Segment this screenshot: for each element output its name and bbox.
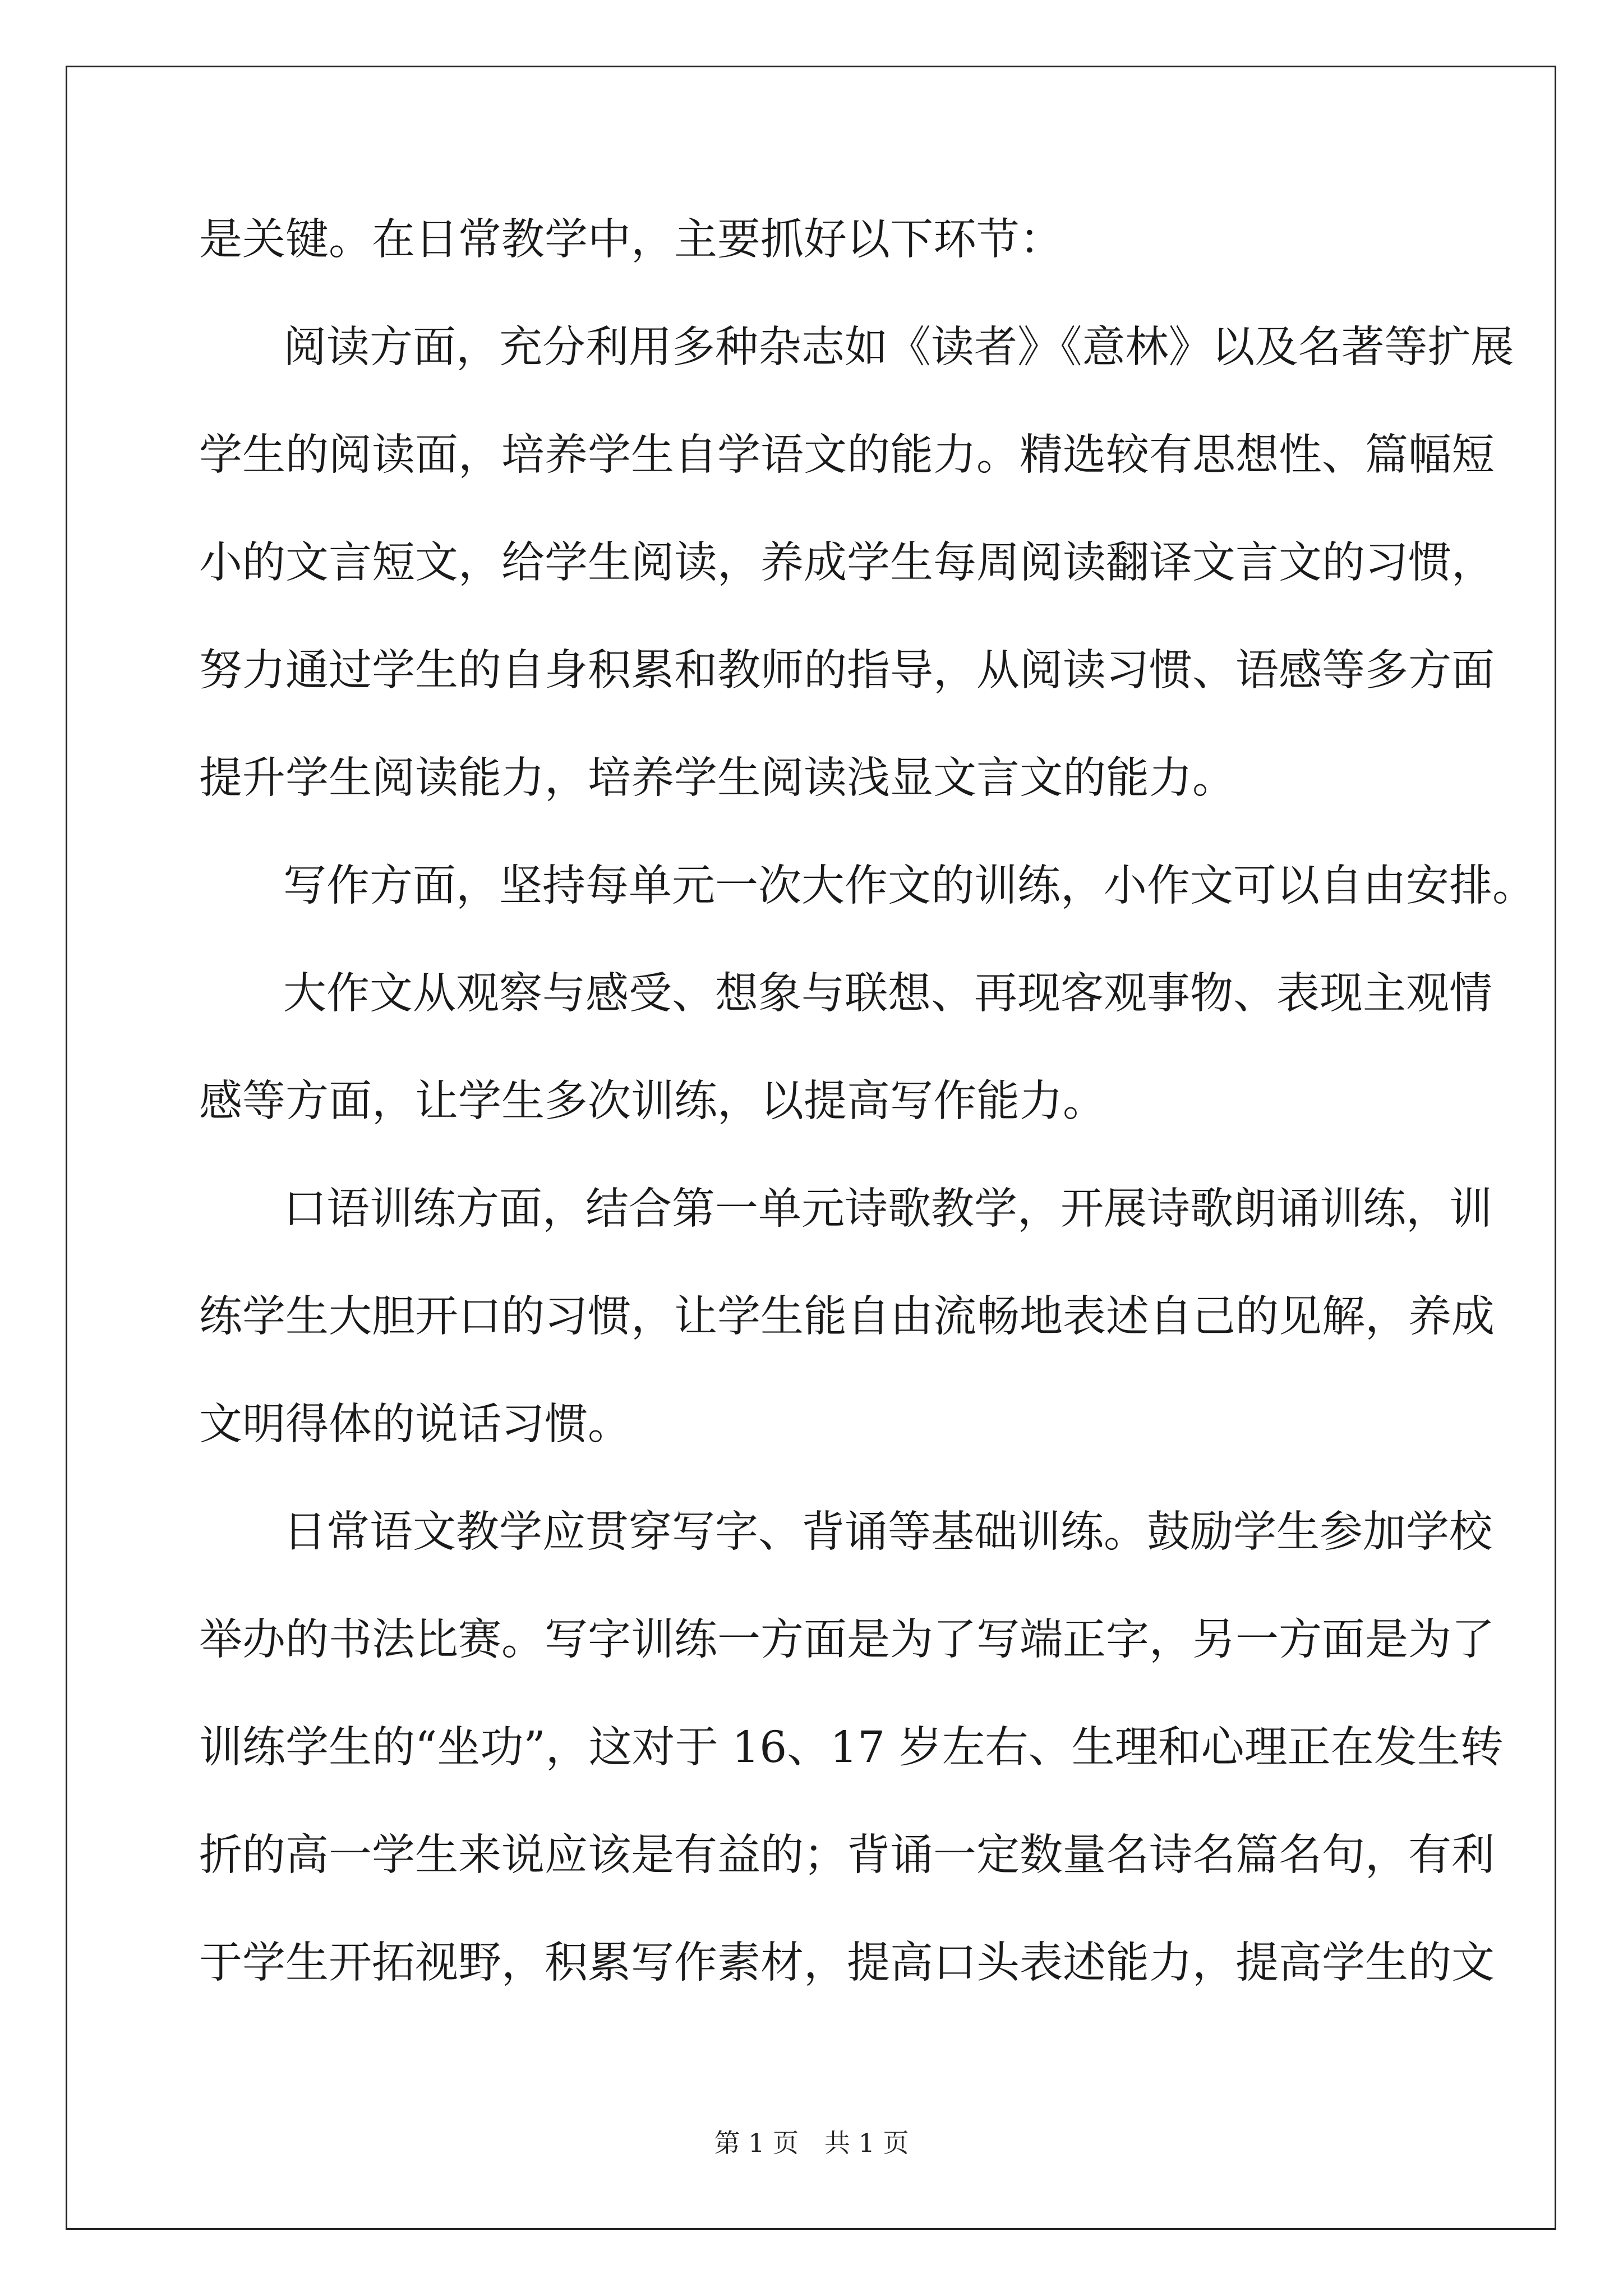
text-line-7: 写作方面，坚持每单元一次大作文的训练，小作文可以自由安排。	[283, 861, 1536, 911]
text-line-4: 小的文言短文，给学生阅读，养成学生每周阅读翻译文言文的习惯，	[199, 538, 1495, 588]
document-body	[199, 213, 1536, 2044]
text-line-15: 训练学生的“坐功”，这对于 16、17 岁左右、生理和心理正在发生转	[199, 1723, 1504, 1773]
text-line-8: 大作文从观察与感受、想象与联想、再现客观事物、表现主观情	[283, 969, 1492, 1019]
page-number-total: 共 1 页	[824, 2128, 909, 2158]
text-line-6: 提升学生阅读能力，培养学生阅读浅显文言文的能力。	[199, 753, 1235, 803]
text-line-3: 学生的阅读面，培养学生自学语文的能力。精选较有思想性、篇幅短	[199, 430, 1495, 480]
text-line-1: 是关键。在日常教学中，主要抓好以下环节：	[199, 215, 1063, 265]
text-line-12: 文明得体的说话习惯。	[199, 1400, 631, 1450]
text-line-13: 日常语文教学应贯穿写字、背诵等基础训练。鼓励学生参加学校	[283, 1507, 1492, 1557]
page-number-current: 第 1 页	[714, 2128, 799, 2158]
text-line-16: 折的高一学生来说应该是有益的；背诵一定数量名诗名篇名句，有利	[199, 1830, 1495, 1880]
page-footer	[0, 2126, 1623, 2160]
text-line-10: 口语训练方面，结合第一单元诗歌教学，开展诗歌朗诵训练，训	[283, 1184, 1492, 1234]
text-line-11: 练学生大胆开口的习惯，让学生能自由流畅地表述自己的见解，养成	[199, 1292, 1495, 1342]
text-line-2: 阅读方面，充分利用多种杂志如《读者》《意林》以及名著等扩展	[283, 323, 1514, 372]
text-line-17: 于学生开拓视野，积累写作素材，提高口头表述能力，提高学生的文	[199, 1938, 1495, 1988]
text-line-5: 努力通过学生的自身积累和教师的指导，从阅读习惯、语感等多方面	[199, 646, 1495, 696]
text-line-9: 感等方面，让学生多次训练，以提高写作能力。	[199, 1076, 1106, 1126]
text-line-14: 举办的书法比赛。写字训练一方面是为了写端正字，另一方面是为了	[199, 1615, 1495, 1665]
